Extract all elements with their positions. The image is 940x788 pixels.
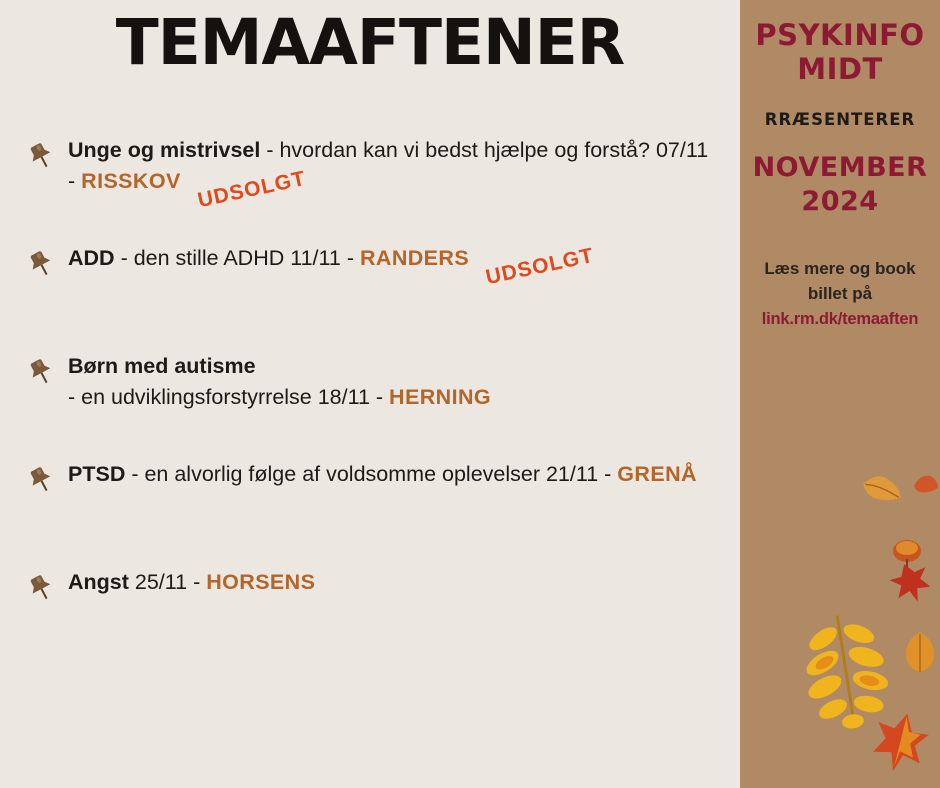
event-title: ADD — [68, 246, 115, 270]
leaf-icon — [790, 610, 900, 739]
presents-label: RRÆSENTERER — [764, 110, 916, 130]
booking-text: Læs mere og book billet på — [764, 258, 916, 303]
event-text — [68, 135, 720, 212]
event-title: PTSD — [68, 462, 126, 486]
event-text — [68, 243, 720, 290]
leaf-icon — [890, 535, 924, 573]
event-place: RISSKOV — [81, 168, 181, 193]
event-title: Angst — [68, 570, 129, 594]
event-description: 25/11 - — [128, 570, 207, 594]
list-item — [0, 351, 740, 459]
event-text — [68, 567, 720, 598]
sidebar-content — [740, 0, 940, 329]
leaf-icon — [900, 630, 940, 678]
event-title: Unge og mistrivsel — [68, 138, 261, 162]
status-badge: UDSOLGT — [483, 243, 596, 290]
brand-line-2: MIDT — [797, 52, 883, 87]
event-place: HERNING — [389, 384, 491, 409]
leaf-icon — [912, 472, 940, 502]
list-item — [0, 459, 740, 567]
event-place: GRENÅ — [617, 462, 697, 486]
event-list — [0, 135, 740, 675]
event-description: - hvordan kan vi bedst hjælpe og forstå? 07/11 - — [68, 138, 709, 193]
year-label: 2024 — [801, 186, 879, 218]
list-item — [0, 243, 740, 351]
leaf-icon — [868, 710, 932, 780]
event-text — [68, 459, 720, 490]
month-label: NOVEMBER — [752, 152, 928, 184]
event-description: - den stille ADHD 11/11 - — [114, 246, 360, 270]
event-text — [68, 351, 720, 412]
event-description: - en alvorlig følge af voldsomme oplevelser 21/11 - — [125, 462, 618, 486]
event-place: HORSENS — [206, 570, 316, 594]
page-title: TEMAAFTENER — [115, 6, 625, 79]
booking-link[interactable]: link.rm.dk/temaaften — [761, 310, 919, 329]
event-title: Børn med autisme — [68, 354, 256, 378]
list-item — [0, 567, 740, 675]
month-year — [748, 151, 932, 219]
pushpin-icon — [26, 357, 56, 387]
event-place: RANDERS — [359, 246, 470, 270]
status-badge: UDSOLGT — [195, 166, 308, 212]
list-item — [0, 135, 740, 243]
pushpin-icon — [26, 141, 56, 171]
leaf-icon — [858, 470, 906, 516]
event-description: - en udviklingsforstyrrelse 18/11 - — [68, 384, 390, 409]
sidebar — [740, 0, 940, 788]
brand-title — [748, 18, 932, 86]
brand-line-1: PSYKINFO — [755, 18, 925, 52]
leaf-icon — [888, 560, 934, 610]
pushpin-icon — [26, 465, 56, 495]
pushpin-icon — [26, 573, 56, 603]
pushpin-icon — [26, 249, 56, 279]
